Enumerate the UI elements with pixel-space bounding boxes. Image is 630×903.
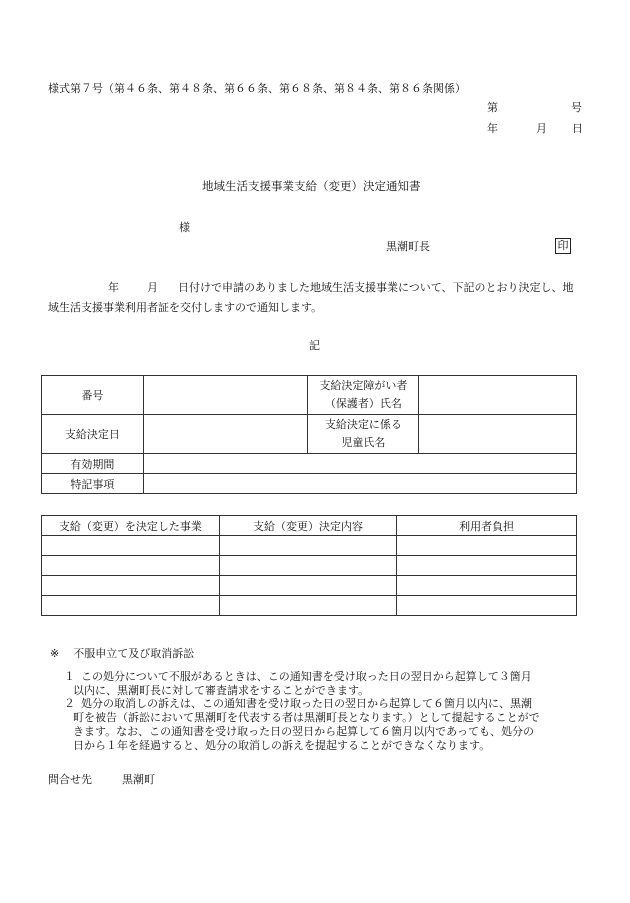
body-year: 年 bbox=[108, 281, 119, 294]
field-child-name[interactable] bbox=[419, 415, 577, 454]
notice-item-2-line1: 処分の取消しの訴えは、この通知書を受け取った日の翌日から起算して６箇月以内に、黒潮 bbox=[81, 697, 532, 710]
label-validity: 有効期間 bbox=[42, 454, 144, 474]
cell-burden[interactable] bbox=[397, 576, 577, 596]
header-service: 支給（変更）を決定した事業 bbox=[42, 516, 220, 536]
doc-number-prefix: 第 bbox=[487, 101, 498, 114]
addressee-suffix: 様 bbox=[179, 221, 190, 234]
contact-label: 問合せ先 bbox=[48, 773, 92, 786]
notice-item-2 bbox=[48, 697, 584, 753]
field-validity[interactable] bbox=[143, 454, 576, 474]
service-decision-table bbox=[41, 515, 577, 616]
field-decision-date[interactable] bbox=[143, 415, 308, 454]
body-month: 月 bbox=[147, 281, 158, 294]
notice-item-2-line4: 日から１年を経過すると、処分の取消しの訴えを提起することができなくなります。 bbox=[73, 739, 491, 752]
body-text: 日付けで申請のありました地域生活支援事業について、下記のとおり決定し、地域生活支援事業利用者証を交付しますので通知します。 bbox=[48, 281, 574, 314]
field-recipient-name[interactable] bbox=[419, 376, 577, 415]
notice-item-2-number: ２ bbox=[64, 697, 75, 710]
label-child-name bbox=[308, 415, 419, 454]
notice-heading bbox=[50, 648, 194, 659]
label-bango: 番号 bbox=[42, 376, 144, 415]
doc-number-suffix: 号 bbox=[571, 101, 582, 114]
ki-heading: 記 bbox=[309, 339, 320, 352]
cell-burden[interactable] bbox=[397, 536, 577, 556]
label-recipient-name bbox=[308, 376, 419, 415]
form-number: 様式第７号（第４６条、第４８条、第６６条、第６８条、第８４条、第８６条関係） bbox=[48, 82, 466, 95]
contact-town: 黒潮町 bbox=[122, 773, 155, 786]
label-remarks: 特記事項 bbox=[42, 474, 144, 494]
document-title: 地域生活支援事業支給（変更）決定通知書 bbox=[202, 179, 421, 193]
table-row bbox=[42, 596, 577, 616]
cell-content[interactable] bbox=[219, 596, 397, 616]
label-recipient-line1: 支給決定障がい者 bbox=[319, 379, 408, 392]
label-decision-date: 支給決定日 bbox=[42, 415, 144, 454]
notice-item-1-number: １ bbox=[64, 670, 75, 683]
notice-item-1 bbox=[48, 670, 584, 698]
table-row bbox=[42, 536, 577, 556]
cell-service[interactable] bbox=[42, 596, 220, 616]
table-row bbox=[42, 556, 577, 576]
cell-content[interactable] bbox=[219, 556, 397, 576]
decision-info-table bbox=[41, 375, 577, 494]
field-bango[interactable] bbox=[143, 376, 308, 415]
date-year-label: 年 bbox=[487, 122, 498, 135]
notice-item-2-line2: 町を被告（訴訟において黒潮町を代表する者は黒潮町長となります。）として提起することがで bbox=[73, 711, 540, 724]
header-decision-content: 支給（変更）決定内容 bbox=[219, 516, 397, 536]
notice-item-1-line2: 以内に、黒潮町長に対して審査請求をすることができます。 bbox=[73, 684, 370, 697]
date-month-label: 月 bbox=[536, 122, 547, 135]
label-recipient-line2: （保護者）氏名 bbox=[324, 397, 402, 410]
cell-burden[interactable] bbox=[397, 556, 577, 576]
cell-service[interactable] bbox=[42, 556, 220, 576]
notice-heading-text: 不服申立て及び取消訴訟 bbox=[73, 647, 195, 660]
notice-item-2-line3: きます。なお、この通知書を受け取った日の翌日から起算して６箇月以内であっても、処分の bbox=[73, 725, 535, 738]
field-remarks[interactable] bbox=[143, 474, 576, 494]
seal-mark: 印 bbox=[555, 238, 571, 254]
issuer-name: 黒潮町長 bbox=[386, 240, 430, 253]
notice-mark: ※ bbox=[50, 647, 60, 660]
cell-content[interactable] bbox=[219, 576, 397, 596]
label-child-line2: 児童氏名 bbox=[341, 436, 386, 449]
contact-line bbox=[48, 774, 155, 785]
notice-item-1-line1: この処分について不服があるときは、この通知書を受け取った日の翌日から起算して３箇月 bbox=[81, 670, 532, 683]
date-day-label: 日 bbox=[572, 122, 583, 135]
cell-service[interactable] bbox=[42, 536, 220, 556]
body-paragraph bbox=[48, 278, 582, 318]
header-user-burden: 利用者負担 bbox=[397, 516, 577, 536]
cell-service[interactable] bbox=[42, 576, 220, 596]
table-row bbox=[42, 576, 577, 596]
cell-burden[interactable] bbox=[397, 596, 577, 616]
label-child-line1: 支給決定に係る bbox=[324, 418, 402, 431]
cell-content[interactable] bbox=[219, 536, 397, 556]
